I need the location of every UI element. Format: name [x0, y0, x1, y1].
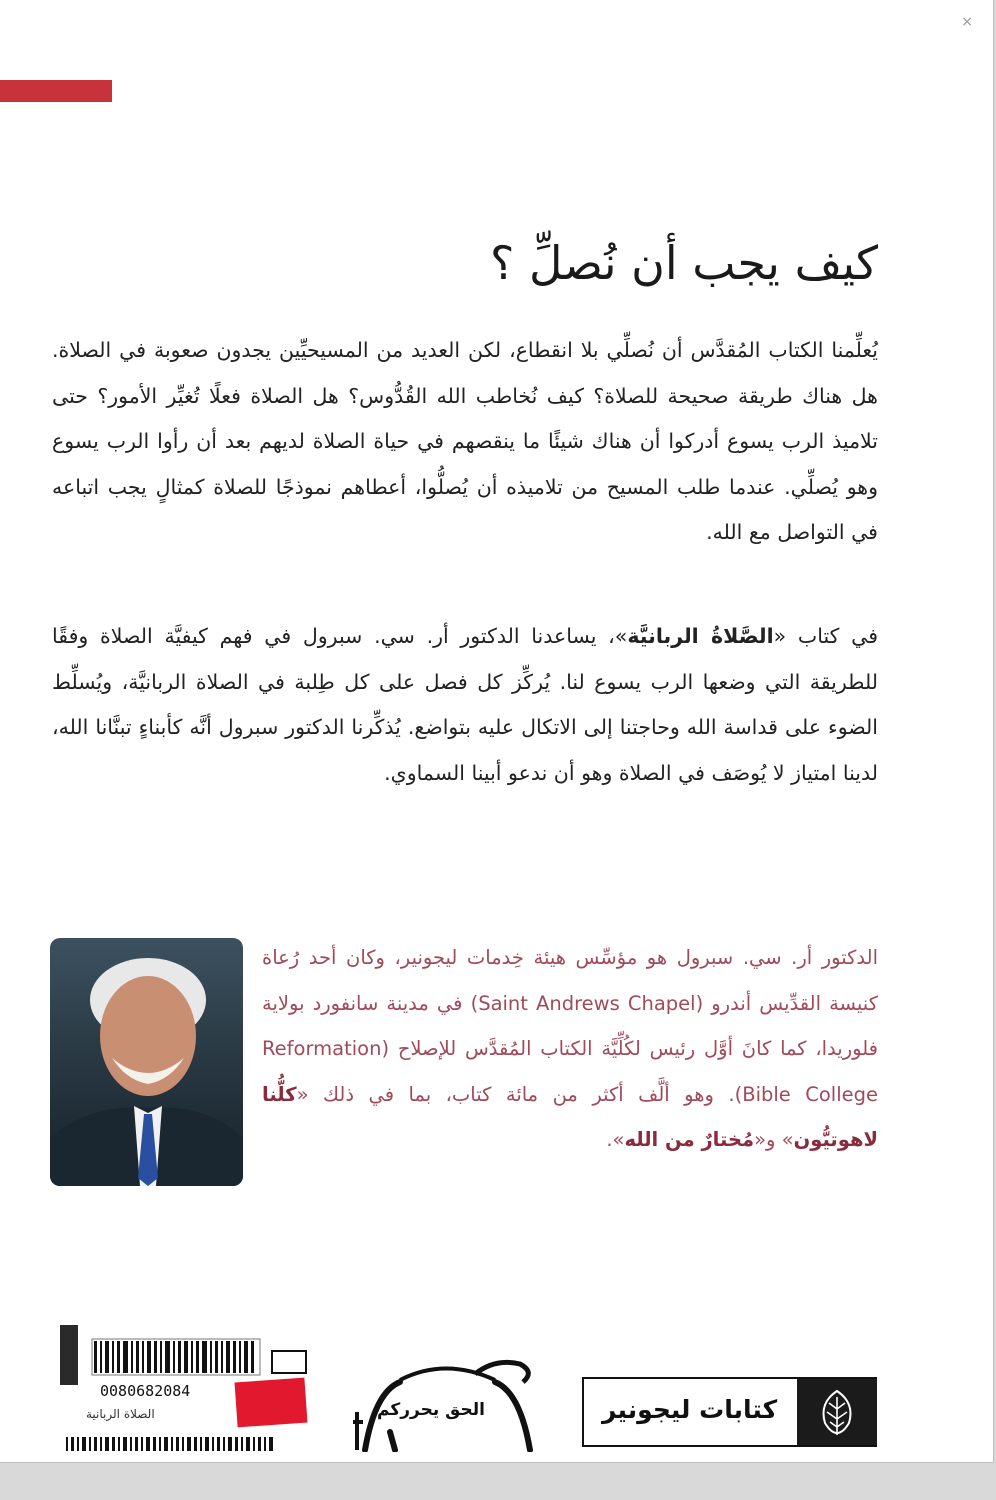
author-bio-text: الدكتور أر. سي. سبرول هو مؤسِّس هيئة خِدمات ليجونير، وكان أحد رُعاة كنيسة القدِّيس أندرو (Saint Andrews Chapel) في مدينة سانفورد بولاية فلوريدا، كما كانَ أوَّل رئيس لكُلِّيَّة الكتاب المُقدَّس للإصلاح (Reformation Bible College). وهو ألَّف أكثر من مائة كتاب، بما في ذلك «	[262, 946, 878, 1106]
description-paragraph-1: يُعلِّمنا الكتاب المُقدَّس أن نُصلِّي بلا انقطاع، لكن العديد من المسيحيِّين يجدون صعوبة في الصلاة. هل هناك طريقة صحيحة للصلاة؟ كيف نُخاطب الله القُدُّوس؟ هل الصلاة فعلًا تُغيِّر الأمور؟ حتى تلاميذ الرب يسوع أدركوا أن هناك شيئًا ما ينقصهم في حياة الصلاة لديهم بعد أن رأوا الرب يسوع وهو يُصلِّي. عندما طلب المسيح من تلاميذه أن يُصلُّوا، أعطاهم نموذجًا للصلاة كمثالٍ يجب اتباعه في التواصل مع الله.	[52, 338, 878, 544]
publisher-name: كتابات ليجونير	[602, 1395, 778, 1424]
corner-mark: ×	[961, 14, 973, 30]
paragraph2-after: »، يساعدنا الدكتور أر. سي. سبرول في فهم كيفيَّة الصلاة وفقًا للطريقة التي وضعها الرب يسوع لنا. يُركِّز كل فصل على كل طِلبة في الصلاة الربانيَّة، ويُسلِّط الضوء على قداسة الله وحاجتنا إلى الاتكال عليه بتواضع. يُذكِّرنا الدكتور سبرول أنَّه كأبناءٍ تبنَّانا الله، لدينا امتياز لا يُوصَف في الصلاة وهو أن ندعو أبينا السماوي.	[52, 624, 878, 785]
paragraph2-before: في كتاب «	[773, 624, 879, 648]
leaf-icon	[797, 1379, 877, 1445]
barcode-number: 0080682084	[100, 1382, 191, 1400]
motto-text: الحق يحرركم	[377, 1400, 485, 1420]
author-bio	[262, 935, 878, 1163]
author-bio-end: ».	[606, 1128, 625, 1151]
publisher-icon-panel	[797, 1379, 877, 1445]
price-sticker	[235, 1378, 308, 1428]
author-photo	[50, 938, 243, 1186]
book-title-inline: الصَّلاةُ الربانيَّة	[627, 624, 774, 648]
red-accent-bar	[0, 80, 112, 102]
barcode-label: الصلاة الربانية	[86, 1407, 155, 1421]
motto-logo	[345, 1352, 545, 1452]
book-question-title: كيف يجب أن نُصلِّ ؟	[489, 236, 878, 290]
barcode-block	[58, 1325, 318, 1455]
author-bio-mid: » و«	[754, 1128, 794, 1151]
author-book-1: كلُّنا لاهوتيُّون	[262, 1082, 878, 1151]
publisher-logo	[582, 1377, 877, 1447]
description-paragraph-2	[52, 614, 878, 796]
author-book-2: مُختارٌ من الله	[624, 1128, 755, 1151]
